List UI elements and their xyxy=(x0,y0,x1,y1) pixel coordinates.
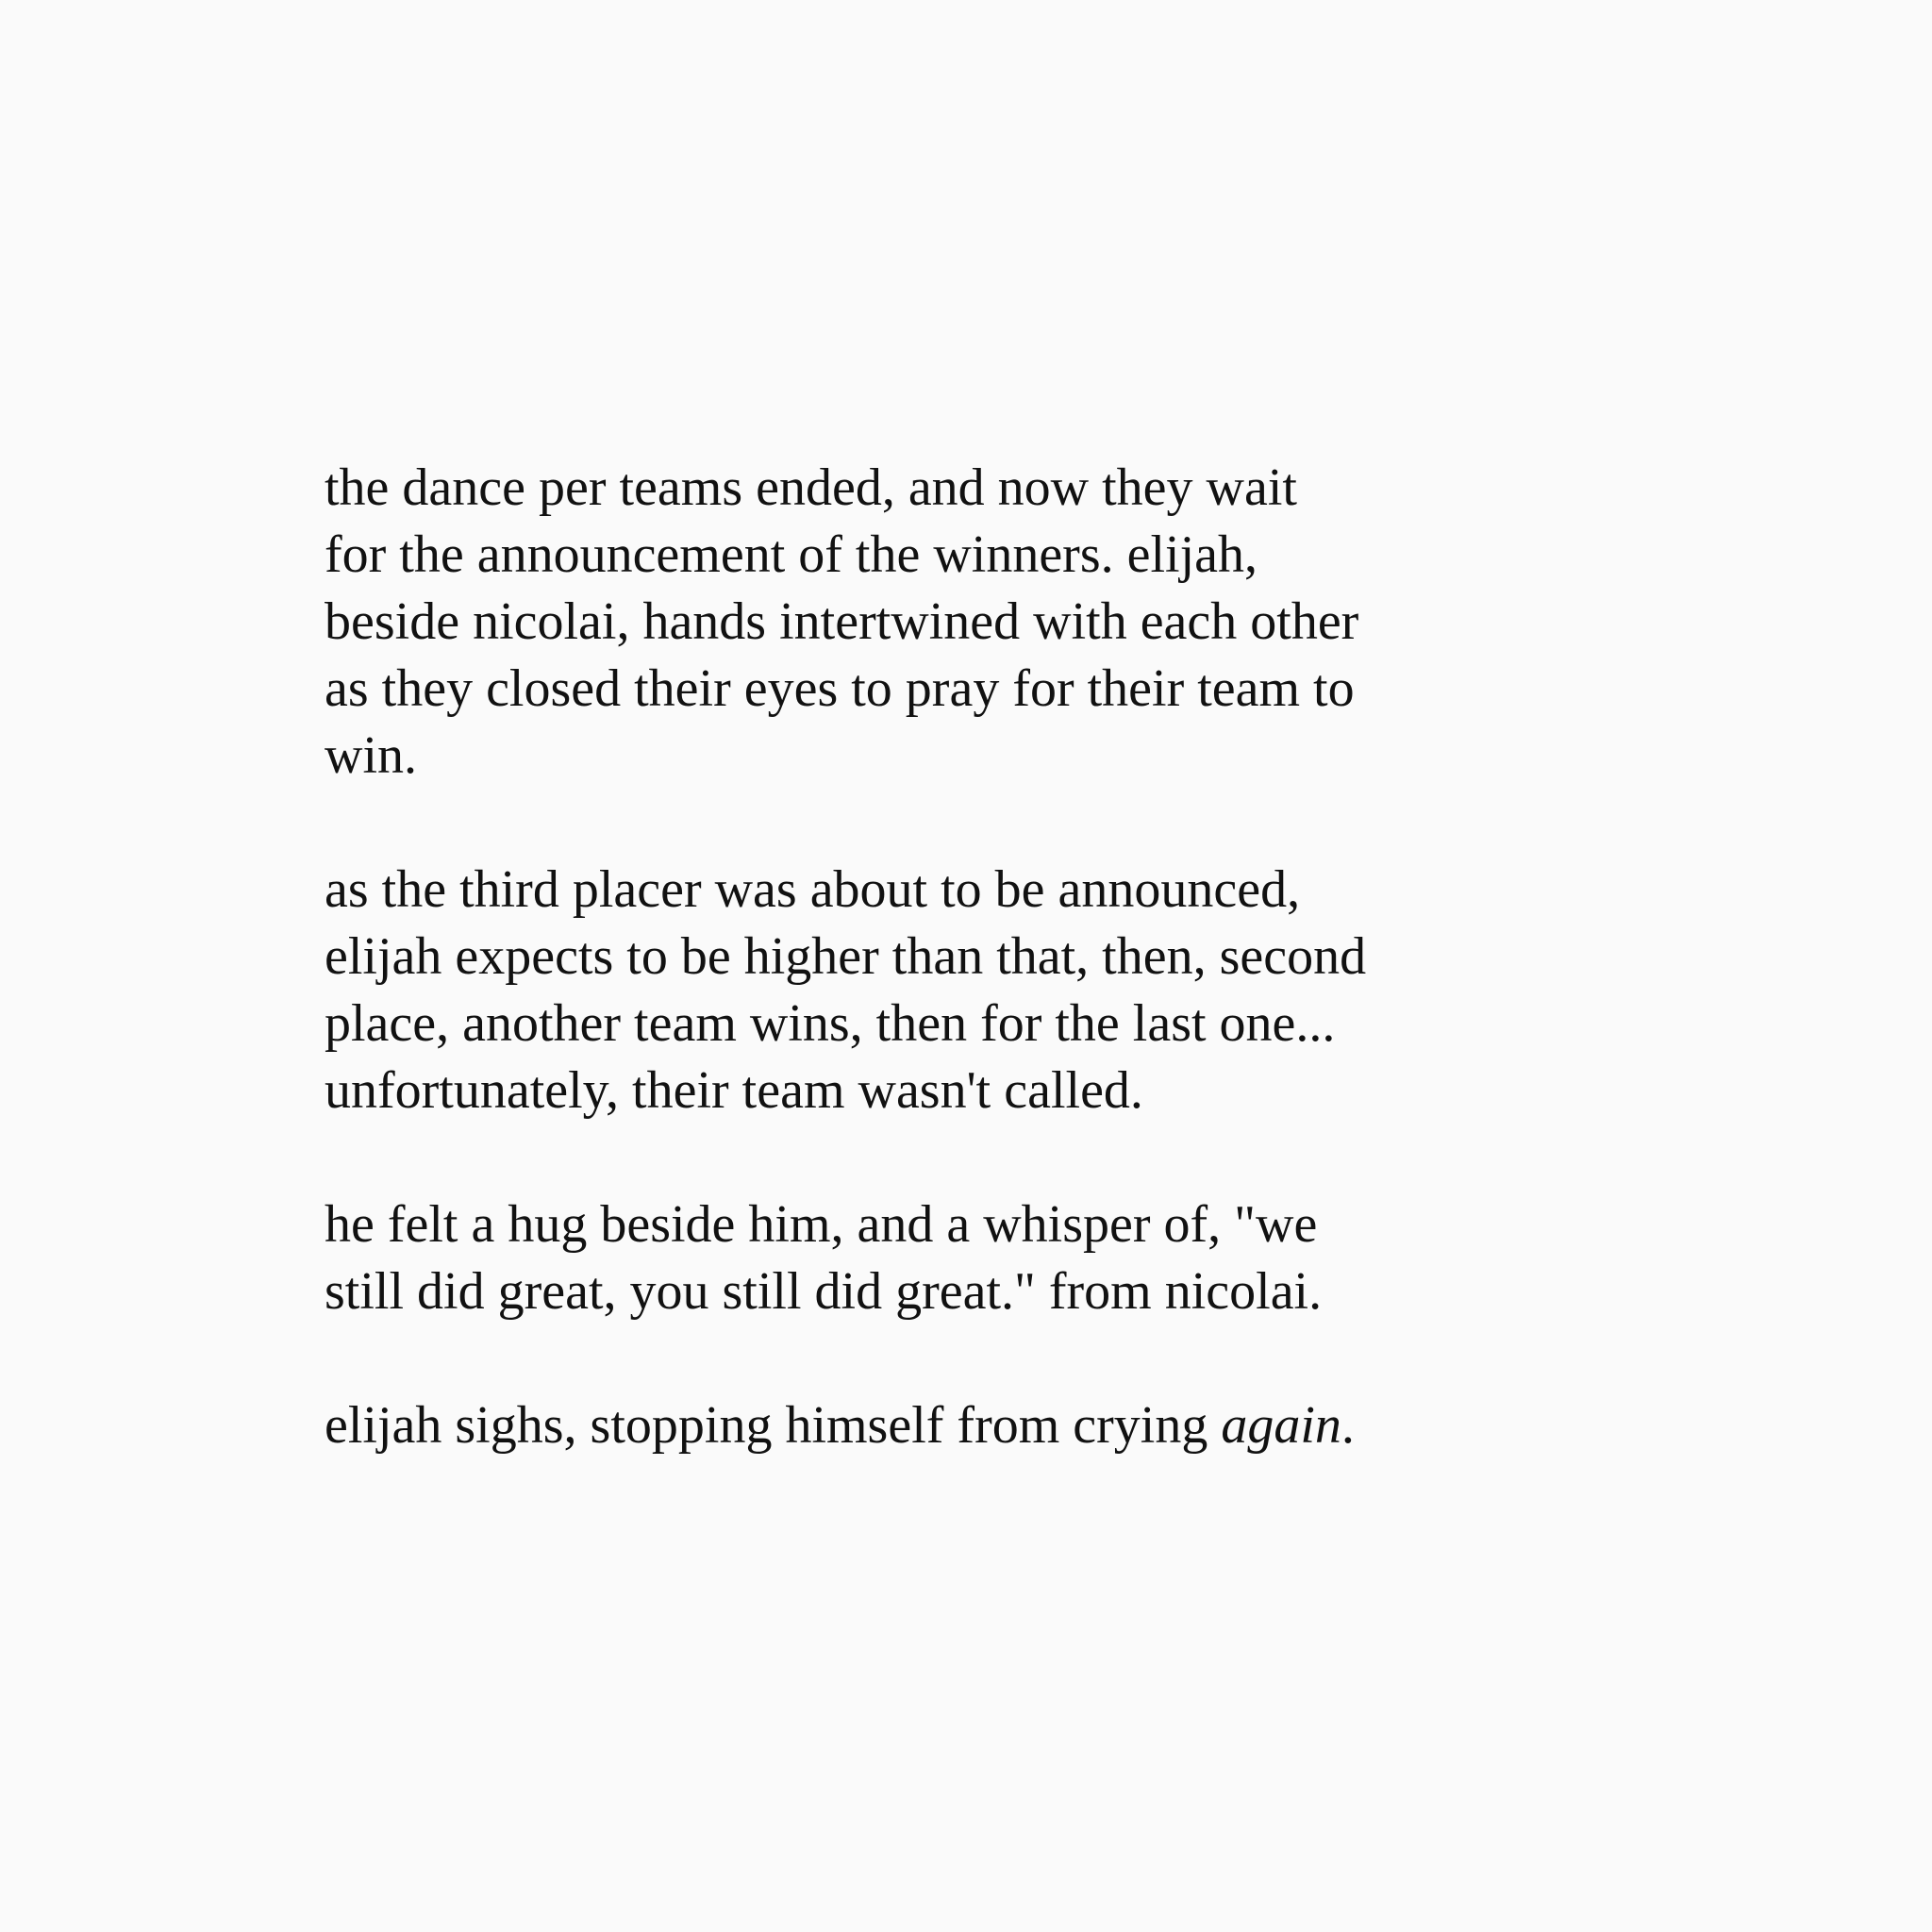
text-segment: elijah sighs, stopping himself from crying xyxy=(325,1396,1222,1455)
paragraph-gap xyxy=(325,790,1664,857)
text-line: as the third placer was about to be announced, xyxy=(325,860,1301,919)
text-line: elijah expects to be higher than that, then, second xyxy=(325,927,1367,986)
paragraph-4 xyxy=(325,1392,1664,1459)
text-line: as they closed their eyes to pray for their team to xyxy=(325,659,1355,718)
paragraph-gap xyxy=(325,1325,1664,1392)
text-line: place, another team wins, then for the last one... xyxy=(325,994,1336,1053)
paragraph-3 xyxy=(325,1191,1664,1325)
text-line: beside nicolai, hands intertwined with each other xyxy=(325,592,1359,651)
text-line: he felt a hug beside him, and a whisper of, "we xyxy=(325,1195,1318,1254)
text-line: unfortunately, their team wasn't called. xyxy=(325,1061,1143,1120)
text-segment: . xyxy=(1341,1396,1355,1455)
text-line: for the announcement of the winners. elijah, xyxy=(325,525,1257,584)
text-line: win. xyxy=(325,726,417,785)
paragraph-gap xyxy=(325,1124,1664,1191)
italic-emphasis: again xyxy=(1221,1396,1341,1455)
text-line: still did great, you still did great." from nicolai. xyxy=(325,1262,1323,1321)
paragraph-2 xyxy=(325,857,1664,1124)
text-line xyxy=(325,1392,1664,1459)
text-line: the dance per teams ended, and now they wait xyxy=(325,458,1297,517)
story-text xyxy=(325,455,1664,1459)
paragraph-1 xyxy=(325,455,1664,790)
